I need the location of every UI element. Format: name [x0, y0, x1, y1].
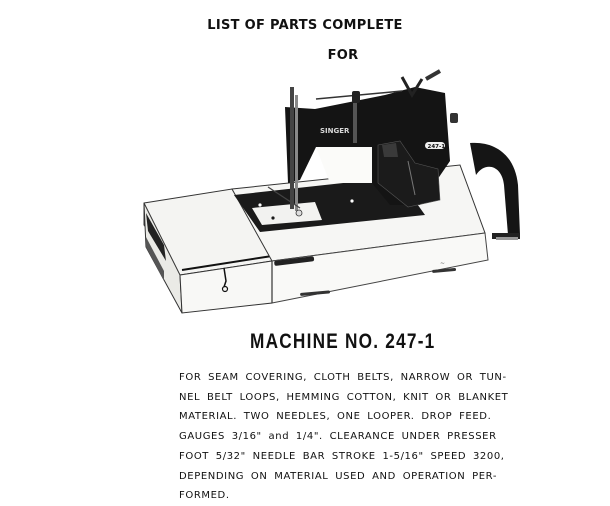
sewing-machine-illustration	[140, 65, 530, 327]
description-line: DEPENDING ON MATERIAL USED AND OPERATION PER-	[179, 470, 498, 482]
model-badge: 247-1	[427, 144, 446, 150]
machine-description	[179, 368, 524, 506]
page-title: LIST OF PARTS COMPLETE	[207, 18, 403, 33]
description-line: FORMED.	[179, 490, 230, 502]
brand-label: SINGER	[320, 127, 350, 135]
description-line: FOR SEAM COVERING, CLOTH BELTS, NARROW OR TUN-	[179, 372, 507, 383]
description-line: FOOT 5/32" NEEDLE BAR STROKE 1-5/16" SPEED 3200,	[179, 450, 505, 462]
machine-number-heading: MACHINE NO. 247-1	[250, 330, 436, 353]
description-line: NEL BELT LOOPS, HEMMING COTTON, KNIT OR BLANKET	[179, 391, 509, 403]
page-subtitle: FOR	[327, 48, 359, 63]
description-line: MATERIAL. TWO NEEDLES, ONE LOOPER. DROP FEED.	[179, 411, 492, 423]
svg-text:~: ~	[440, 260, 446, 267]
description-line: GAUGES 3/16" and 1/4". CLEARANCE UNDER PRESSER	[179, 431, 497, 443]
